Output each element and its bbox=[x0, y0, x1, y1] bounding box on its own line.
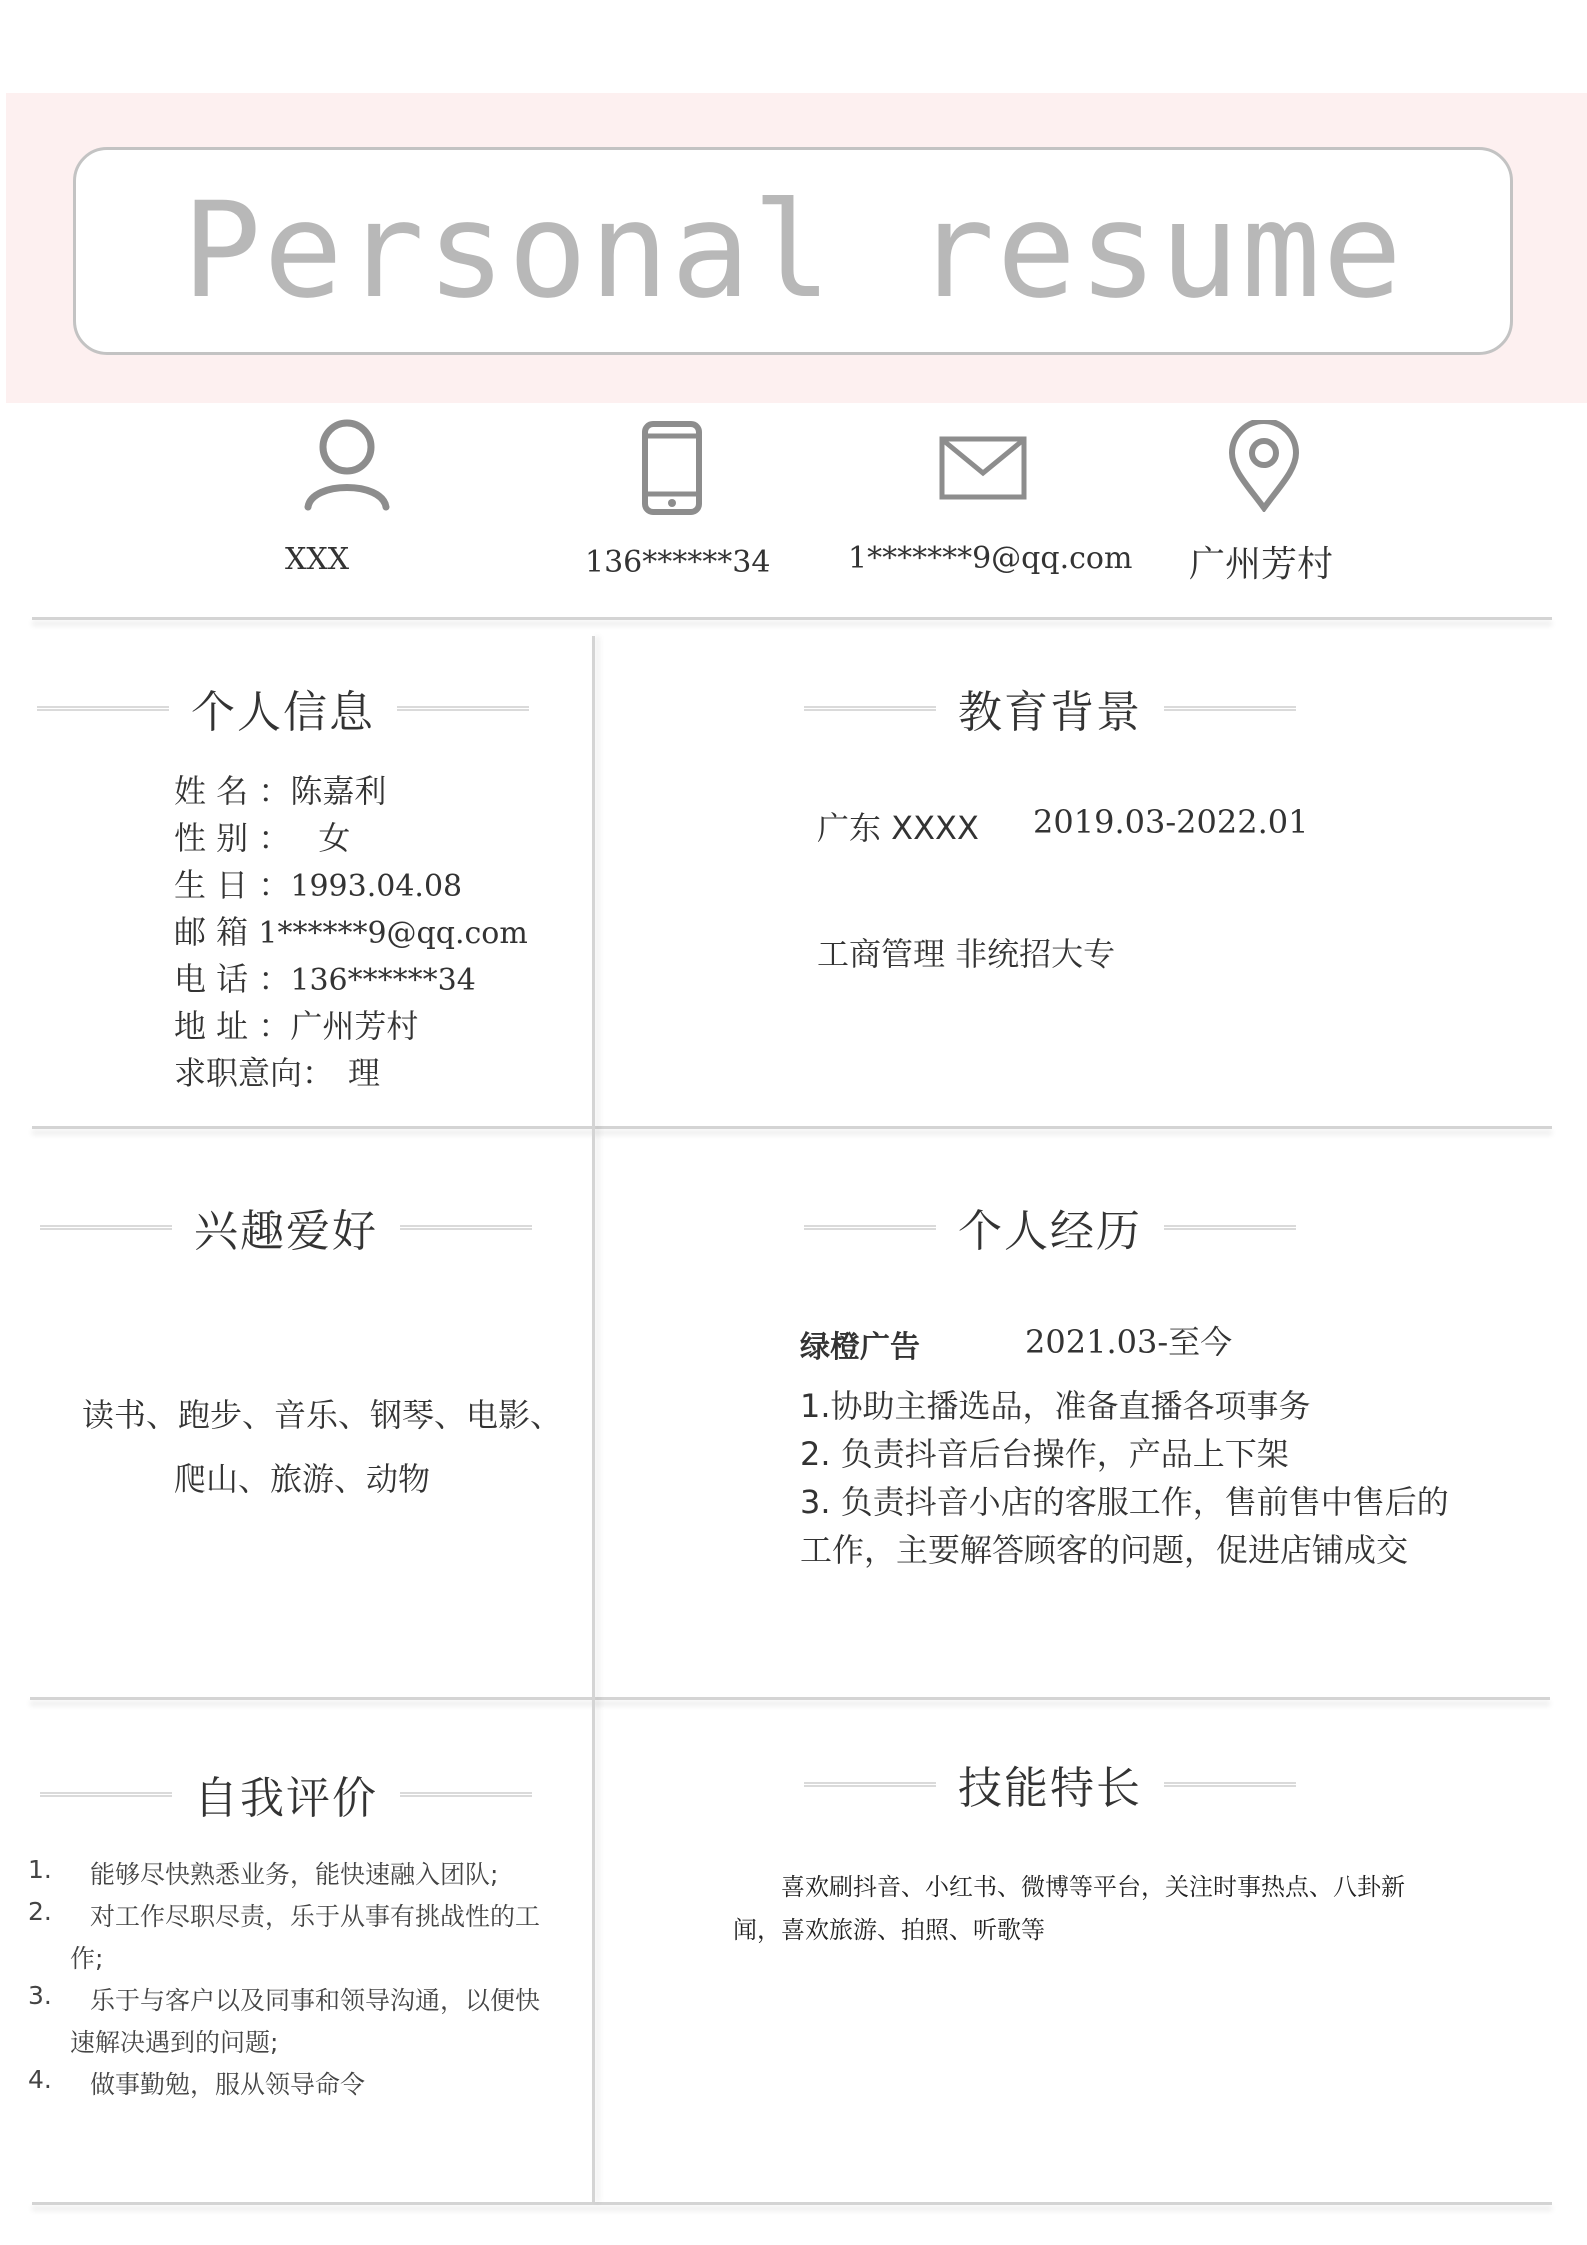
section-experience bbox=[804, 1195, 1296, 1259]
section-title: 教育背景 bbox=[958, 687, 1142, 738]
education-period: 2019.03-2022.01 bbox=[1033, 803, 1309, 841]
experience-list bbox=[800, 1382, 1449, 1574]
experience-company: 绿橙广告 bbox=[800, 1330, 920, 1365]
education-major: 工商管理 非统招大专 bbox=[817, 935, 1116, 973]
mail-icon bbox=[938, 425, 1028, 505]
section-title: 自我评价 bbox=[194, 1773, 378, 1824]
contact-location: 广州芳村 bbox=[1189, 544, 1334, 585]
info-row-gender: 性 别 ： 女 bbox=[174, 819, 351, 857]
personal-info-list bbox=[174, 768, 528, 1097]
experience-item: 工作，主要解答顾客的问题，促进店铺成交 bbox=[800, 1531, 1409, 1569]
experience-item: 2. 负责抖音后台操作，产品上下架 bbox=[800, 1435, 1289, 1473]
experience-item: 1.协助主播选品，准备直播各项事务 bbox=[800, 1387, 1311, 1425]
divider-row1 bbox=[32, 1126, 1552, 1129]
user-icon bbox=[302, 415, 392, 515]
skills-line-2: 闻，喜欢旅游、拍照、听歌等 bbox=[733, 1916, 1045, 1944]
section-skills bbox=[804, 1752, 1296, 1816]
location-pin-icon bbox=[1218, 420, 1310, 512]
section-title: 个人信息 bbox=[191, 687, 375, 738]
section-title: 兴趣爱好 bbox=[194, 1206, 378, 1257]
contact-phone: 136******34 bbox=[585, 545, 771, 580]
section-personal-info bbox=[37, 676, 529, 740]
section-education bbox=[804, 676, 1296, 740]
experience-period: 2021.03-至今 bbox=[1025, 1323, 1233, 1361]
info-row-phone: 电 话 ：136******34 bbox=[174, 960, 476, 998]
info-row-email: 邮 箱 1******9@qq.com bbox=[174, 913, 528, 951]
experience-item: 3. 负责抖音小店的客服工作，售前售中售后的 bbox=[800, 1483, 1449, 1521]
section-self-eval bbox=[40, 1762, 532, 1826]
phone-icon bbox=[627, 420, 717, 520]
section-hobbies bbox=[40, 1195, 532, 1259]
divider-row2 bbox=[30, 1697, 1550, 1700]
column-divider bbox=[592, 636, 595, 2202]
info-row-birthday: 生 日 ：1993.04.08 bbox=[174, 866, 463, 904]
education-school: 广东 XXXX bbox=[817, 809, 979, 847]
page-title: Personal resume bbox=[181, 174, 1405, 328]
hobbies-line-1: 读书、跑步、音乐、钢琴、电影、 bbox=[82, 1396, 563, 1434]
section-title: 技能特长 bbox=[958, 1763, 1142, 1814]
info-row-address: 地 址 ：广州芳村 bbox=[174, 1007, 419, 1045]
divider-bottom bbox=[32, 2202, 1552, 2205]
info-row-name: 姓 名 ：陈嘉利 bbox=[174, 772, 387, 810]
info-row-job-intention: 求职意向： 理 bbox=[174, 1054, 381, 1092]
header-title-box bbox=[73, 147, 1513, 355]
skills-line-1: 喜欢刷抖音、小红书、微博等平台，关注时事热点、八卦新 bbox=[781, 1873, 1405, 1901]
contact-email[interactable]: 1*******9@qq.com bbox=[848, 541, 1133, 576]
divider-top bbox=[32, 617, 1552, 620]
contact-name: XXX bbox=[285, 542, 350, 577]
section-title: 个人经历 bbox=[958, 1206, 1142, 1257]
hobbies-line-2: 爬山、旅游、动物 bbox=[174, 1460, 431, 1498]
